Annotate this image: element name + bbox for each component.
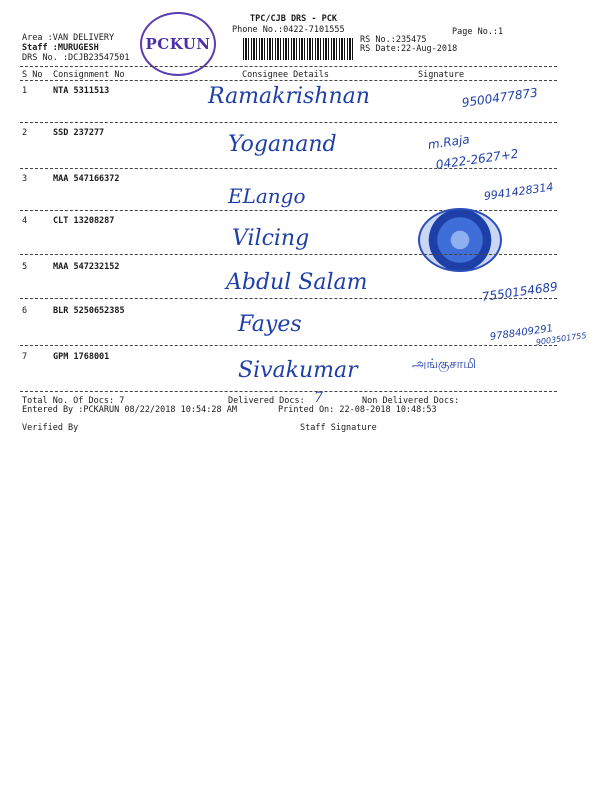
verified-by: Verified By (22, 423, 79, 433)
row-6-sno: 6 (22, 306, 28, 316)
row-5-sign: 7550154689 (481, 279, 559, 304)
row-3-consignee: ELango (228, 184, 306, 208)
row-2-sign-name: m.Raja (427, 132, 471, 152)
barcode (243, 38, 353, 60)
row-divider (20, 122, 557, 123)
row-2-sno: 2 (22, 128, 28, 138)
row-5-consignment: MAA 547232152 (53, 262, 120, 272)
row-7-sno: 7 (22, 352, 28, 362)
row-5-sno: 5 (22, 262, 28, 272)
document-title: TPC/CJB DRS - PCK (250, 14, 337, 24)
row-1-sno: 1 (22, 86, 28, 96)
printed-on: Printed On: 22-08-2018 10:48:53 (278, 405, 437, 415)
total-docs: Total No. Of Docs: 7 (22, 396, 125, 406)
row-3-sign: 9941428314 (483, 180, 555, 203)
staff-signature: Staff Signature (300, 423, 377, 433)
row-divider (20, 254, 557, 255)
row-2-consignee: Yoganand (228, 132, 337, 157)
row-5-consignee: Abdul Salam (226, 270, 368, 295)
header-rule-bottom (20, 80, 557, 81)
col-sno: S No (22, 70, 43, 80)
row-6-consignment: BLR 5250652385 (53, 306, 125, 316)
row-2-consignment: SSD 237277 (53, 128, 105, 138)
row-3-sno: 3 (22, 174, 28, 184)
row-7-sign: அங்குசாமி (412, 357, 477, 372)
row-1-consignment: NTA 5311513 (53, 86, 110, 96)
row-divider (20, 168, 557, 169)
row-2-sign: 0422-2627+2 (435, 146, 520, 172)
area-label: Area :VAN DELIVERY (22, 33, 115, 43)
row-divider (20, 298, 557, 299)
col-consignment: Consignment No (53, 70, 125, 80)
row-6-consignee: Fayes (238, 312, 302, 337)
entered-by: Entered By :PCKARUN 08/22/2018 10:54:28 AM (22, 405, 237, 415)
row-7-consignee: Sivakumar (238, 358, 358, 383)
phone-number: Phone No.:0422-7101555 (232, 25, 345, 35)
totals-rule (20, 391, 557, 392)
row-6-sign: 9788409291 (489, 323, 554, 343)
header-rule-top (20, 66, 557, 67)
row-4-consignment: CLT 13208287 (53, 216, 115, 226)
row-7-consignment: GPM 1768001 (53, 352, 110, 362)
staff-label: Staff :MURUGESH (22, 43, 99, 53)
row-1-sign: 9500477873 (461, 85, 539, 110)
stamp-text: PCKUN (145, 35, 211, 53)
row-6-sign-extra: 9003501755 (535, 330, 588, 347)
row-3-consignment: MAA 547166372 (53, 174, 120, 184)
drs-number: DRS No. :DCJB23547501 (22, 53, 130, 63)
rs-number: RS No.:235475 (360, 35, 427, 45)
non-delivered-docs: Non Delivered Docs: (362, 396, 460, 406)
col-consignee: Consignee Details (242, 70, 329, 80)
page-number: Page No.:1 (452, 27, 504, 37)
row-divider (20, 345, 557, 346)
round-seal (418, 208, 502, 272)
col-signature: Signature (418, 70, 465, 80)
delivered-docs-value: 7 (314, 390, 323, 406)
row-4-consignee: Vilcing (232, 226, 310, 251)
delivered-docs-label: Delivered Docs: (228, 396, 305, 406)
row-1-consignee: Ramakrishnan (208, 84, 370, 109)
rs-date: RS Date:22-Aug-2018 (360, 44, 458, 54)
row-4-sno: 4 (22, 216, 28, 226)
